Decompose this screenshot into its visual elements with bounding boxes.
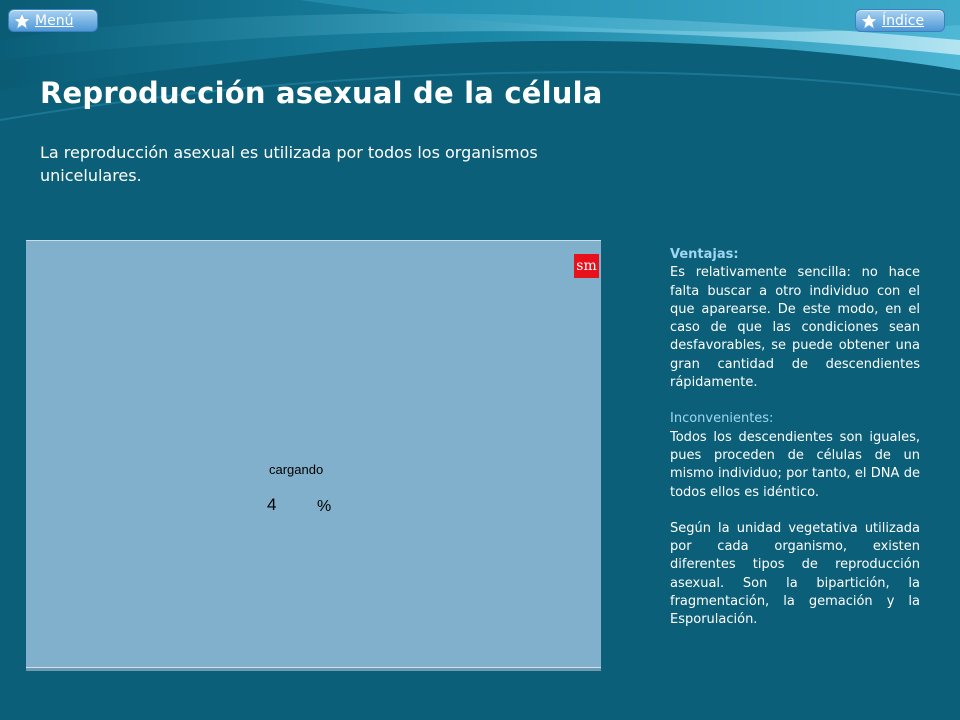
loader-panel-bottom-edge: [26, 667, 601, 671]
intro-text: La reproducción asexual es utilizada por todos los organismos unicelulares.: [40, 143, 538, 185]
loading-percent-unit: %: [317, 498, 332, 515]
loading-label: cargando: [269, 462, 324, 477]
ventajas-heading: Ventajas:: [670, 247, 739, 262]
loading-percent-value: 4: [267, 495, 277, 514]
indice-button[interactable]: [855, 9, 945, 32]
sm-logo: sm: [574, 254, 599, 278]
inconvenientes-heading: Inconvenientes:: [670, 411, 774, 427]
inconvenientes-text: Todos los descendientes son iguales, pues proceden de células de un mismo individuo; por tanto, el DNA de todos ellos es idéntico.: [670, 429, 920, 500]
menu-button-label: Menú: [35, 12, 74, 29]
ventajas-text: Es relativamente sencilla: no hace falta buscar a otro individuo con el que aparearse. De este modo, en el caso de que las condiciones sean desfavorables, se puede obtener una gran cantidad de descendientes rápidamente.: [670, 265, 920, 391]
animation-loader-panel[interactable]: [26, 240, 601, 670]
side-text-panel: [670, 246, 920, 630]
page-title: Reproducción asexual de la célula: [40, 76, 603, 110]
indice-button-label: Índice: [882, 12, 925, 29]
star-icon: [13, 12, 31, 30]
background-swoosh: [0, 0, 960, 140]
star-icon: [860, 12, 878, 30]
tipos-text: Según la unidad vegetativa utilizada por cada organismo, existen diferentes tipos de reproducción asexual. Son la bipartición, la fragmentación, la gemación y la Esporulación.: [670, 520, 920, 628]
menu-button[interactable]: [8, 9, 98, 32]
